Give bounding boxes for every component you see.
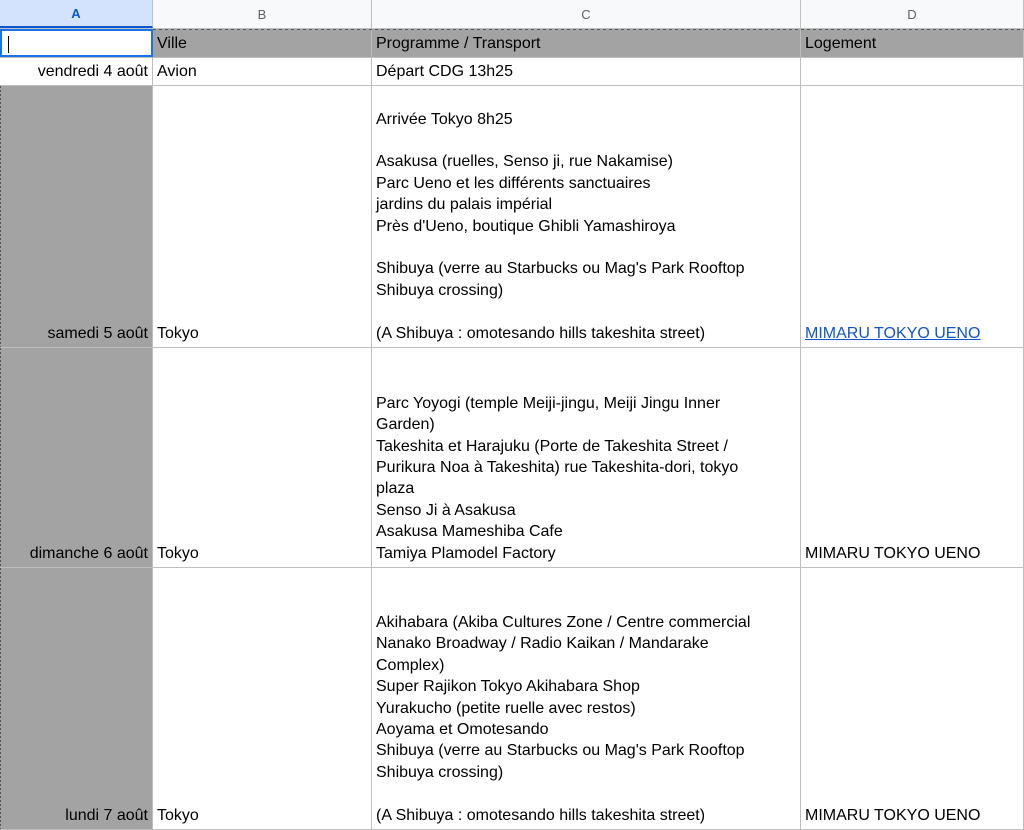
- cell-programme[interactable]: Akihabara (Akiba Cultures Zone / Centre commercial Nanako Broadway / Radio Kaikan / Mandarake Complex) Super Rajikon Tokyo Akihabara Shop Yurakucho (petite ruelle avec restos) Aoyama et Omotesando Shibuya (verre au Starbucks ou Mag's Park Rooftop Shibuya crossing) (A Shibuya : omotesando hills takeshita street): [372, 568, 801, 829]
- cell-programme[interactable]: Arrivée Tokyo 8h25 Asakusa (ruelles, Senso ji, rue Nakamise) Parc Ueno et les différents sanctuaires jardins du palais impérial Près d'Ueno, boutique Ghibli Yamashiroya Shibuya (verre au Starbucks ou Mag's Park Rooftop Shibuya crossing) (A Shibuya : omotesando hills takeshita street): [372, 86, 801, 347]
- cell-logement[interactable]: MIMARU TOKYO UENO: [801, 568, 1024, 829]
- column-header-b[interactable]: B: [153, 0, 372, 28]
- table-row: [0, 86, 1024, 348]
- cell-date[interactable]: samedi 5 août: [0, 86, 153, 347]
- logement-link[interactable]: MIMARU TOKYO UENO: [805, 324, 981, 342]
- cell-ville[interactable]: Tokyo: [153, 86, 372, 347]
- column-headers: [0, 0, 1024, 29]
- cell-logement[interactable]: [801, 86, 1024, 347]
- cell-date[interactable]: lundi 7 août: [0, 568, 153, 829]
- column-header-a[interactable]: A: [0, 0, 153, 28]
- cell-ville[interactable]: Tokyo: [153, 568, 372, 829]
- cell-date[interactable]: vendredi 4 août: [0, 58, 153, 85]
- table-row-header: [0, 29, 1024, 58]
- cell-logement[interactable]: [801, 58, 1024, 85]
- cell-ville-header[interactable]: Ville: [153, 29, 372, 57]
- cell-ville[interactable]: Tokyo: [153, 348, 372, 567]
- cell-logement[interactable]: MIMARU TOKYO UENO: [801, 348, 1024, 567]
- column-header-c[interactable]: C: [372, 0, 801, 28]
- cell-date[interactable]: dimanche 6 août: [0, 348, 153, 567]
- cell-programme[interactable]: Parc Yoyogi (temple Meiji-jingu, Meiji Jingu Inner Garden) Takeshita et Harajuku (Porte de Takeshita Street / Purikura Noa à Takeshita) rue Takeshita-dori, tokyo plaza Senso Ji à Asakusa Asakusa Mameshiba Cafe Tamiya Plamodel Factory: [372, 348, 801, 567]
- cell-ville[interactable]: Avion: [153, 58, 372, 85]
- cell-logement-header[interactable]: Logement: [801, 29, 1024, 57]
- copy-marquee-border: [153, 29, 1024, 30]
- cell-programme-header[interactable]: Programme / Transport: [372, 29, 801, 57]
- text-cursor: [8, 36, 9, 53]
- active-cell-selection[interactable]: [0, 29, 153, 57]
- column-header-d[interactable]: D: [801, 0, 1024, 28]
- table-row: [0, 568, 1024, 830]
- cell-programme[interactable]: Départ CDG 13h25: [372, 58, 801, 85]
- table-row: [0, 58, 1024, 86]
- table-row: [0, 348, 1024, 568]
